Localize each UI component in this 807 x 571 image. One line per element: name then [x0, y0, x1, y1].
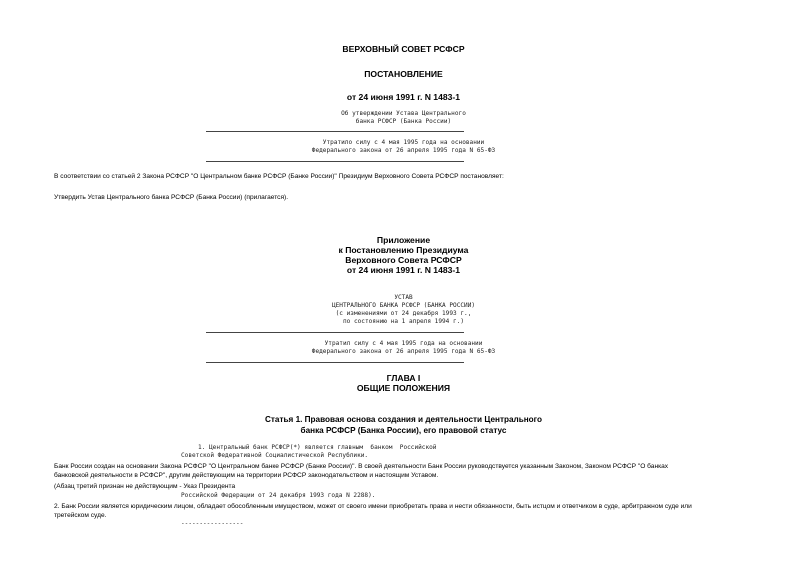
article-heading-line-1: Статья 1. Правовая основа создания и деятельности Центрального	[265, 415, 542, 424]
appendix-line-2: к Постановлению Президиума	[338, 245, 469, 255]
clause-1-paragraph-line-2: банковской деятельности в РСФСР", другим действующим на территории РСФСР законодательством и настоящим Уставом.	[54, 472, 439, 479]
lapse-notice-line-1: Утратил силу с 4 мая 1995 года на основании	[324, 340, 483, 347]
chapter-title: ОБЩИЕ ПОЛОЖЕНИЯ	[356, 383, 451, 393]
divider	[206, 332, 464, 333]
appendix-line-3: Верховного Совета РСФСР	[345, 255, 462, 265]
repeal-note: (Абзац третий признан не действующим - Указ Президента	[54, 483, 236, 490]
divider	[206, 131, 464, 132]
subject-line-2: банка РСФСР (Банка России)	[355, 118, 452, 125]
appendix-line-4: от 24 июня 1991 г. N 1483-1	[346, 265, 461, 275]
chapter-number: ГЛАВА I	[386, 373, 421, 383]
lapse-notice-line-2: Федерального закона от 26 апреля 1995 года N 65-ФЗ	[311, 147, 496, 154]
charter-title: УСТАВ	[394, 294, 413, 301]
preamble: В соответствии со статьей 2 Закона РСФСР "О Центральном банке РСФСР (Банке России)" Президиум Верховного Совета РСФСР постановляет:	[54, 173, 504, 180]
divider	[206, 362, 464, 363]
document-type: ПОСТАНОВЛЕНИЕ	[364, 69, 443, 79]
issuing-body: ВЕРХОВНЫЙ СОВЕТ РСФСР	[342, 44, 465, 54]
clause-2-line-2: третейском суде.	[54, 512, 107, 519]
charter-amendments: (с изменениями от 24 декабря 1993 г.,	[335, 310, 472, 317]
lapse-notice-line-2: Федерального закона от 26 апреля 1995 года N 65-ФЗ	[311, 348, 496, 355]
appendix-heading: Приложение	[376, 235, 431, 245]
divider	[206, 161, 464, 162]
document-date-number: от 24 июня 1991 г. N 1483-1	[346, 92, 461, 102]
resolution-text: Утвердить Устав Центрального банка РСФСР (Банка России) (прилагается).	[54, 194, 289, 201]
clause-2-line-1: 2. Банк России является юридическим лицом, обладает обособленным имуществом, может от своего имени приобретать права и нести обязанности, быть истцом и ответчиком в суде, арбитражном суде или	[54, 503, 692, 510]
charter-status: по состоянию на 1 апреля 1994 г.)	[342, 318, 465, 325]
clause-1-line-1: 1. Центральный банк РСФСР(*) является главным банком Российской	[198, 444, 437, 451]
clause-1-paragraph-line-1: Банк России создан на основании Закона РСФСР "О Центральном банке РСФСР (Банке России)". В своей деятельности Банк России руководствуется указанным Законом, Законом РСФСР "О банках	[54, 463, 669, 470]
repeal-note-source: Российской Федерации от 24 декабря 1993 года N 2288).	[181, 492, 376, 499]
article-heading-line-2: банка РСФСР (Банка России), его правовой статус	[300, 426, 507, 435]
charter-subtitle: ЦЕНТРАЛЬНОГО БАНКА РСФСР (БАНКА РОССИИ)	[331, 302, 476, 309]
lapse-notice-line-1: Утратило силу с 4 мая 1995 года на основании	[322, 139, 485, 146]
footnote-separator: -----------------	[181, 520, 244, 527]
subject-line-1: Об утверждении Устава Центрального	[341, 110, 466, 117]
clause-1-line-2: Советской Федеративной Социалистической Республики.	[181, 452, 369, 459]
